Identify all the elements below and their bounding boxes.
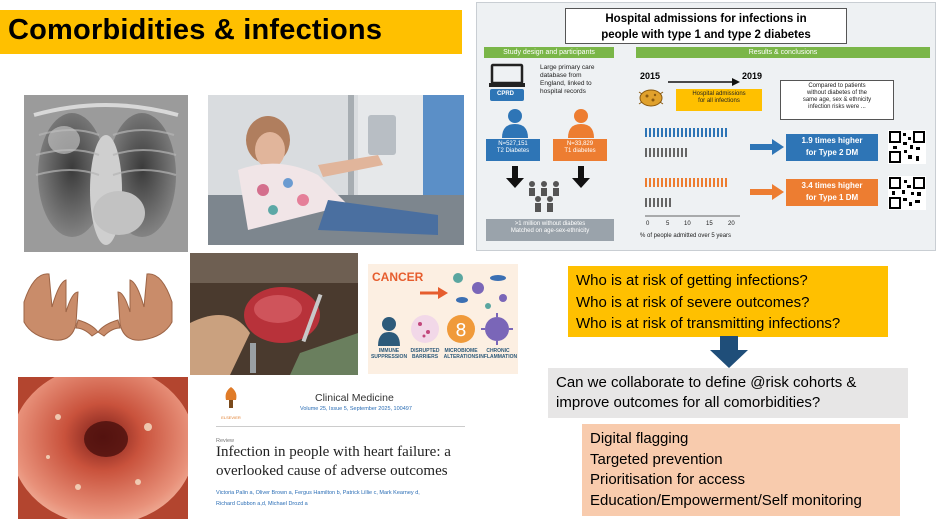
infographic-title xyxy=(565,8,847,44)
infographic-title-line2: people with type 1 and type 2 diabetes xyxy=(601,29,811,41)
action-item: Digital flagging xyxy=(590,430,689,447)
admissions-box xyxy=(676,89,762,111)
action-item: Targeted prevention xyxy=(590,450,723,468)
action-item: Prioritisation for access xyxy=(590,471,746,488)
year-end: 2019 xyxy=(742,71,763,81)
t2-result-box xyxy=(786,134,878,161)
axis-tick: 15 xyxy=(706,221,713,227)
qr-code-icon[interactable] xyxy=(888,130,926,169)
study-design-header: Study design and participants xyxy=(484,47,614,58)
collaborate-line: improve outcomes for all comorbidities? xyxy=(556,394,821,411)
right-arrow-icon xyxy=(420,286,448,305)
actions-box xyxy=(582,424,900,516)
database-description xyxy=(540,64,595,96)
journal-volume: Volume 25, Issue 5, September 2025, 100497 xyxy=(300,406,412,412)
action-item: Education/Empowerment/Self monitoring xyxy=(590,491,862,509)
control-group-box xyxy=(486,219,614,241)
control-text-2: Matched on age-sex-ethnicity xyxy=(510,228,590,234)
paper-title-line2: overlooked cause of adverse outcomes xyxy=(216,463,448,479)
collaboration-box xyxy=(548,368,908,418)
t1-label: T1 diabetes xyxy=(564,148,596,154)
pictogram-graphic xyxy=(645,128,745,228)
t1-result-2: for Type 1 DM xyxy=(805,193,859,202)
compared-text-4: infection risks were ... xyxy=(808,104,866,110)
arthritic-hands-photo xyxy=(14,262,182,362)
chest-xray-image xyxy=(24,95,188,252)
compared-text-3: same age, sex & ethnicity xyxy=(802,97,872,103)
t2-label: T2 Diabetes xyxy=(496,148,530,154)
orange-arrow-icon xyxy=(750,184,784,205)
t1-person-icon xyxy=(566,108,596,138)
cancer-factor-icons xyxy=(372,312,516,351)
admissions-text-1: Hospital admissions xyxy=(692,91,746,97)
year-start: 2015 xyxy=(640,71,661,81)
slide-title: Comorbidities & infections xyxy=(8,14,383,46)
svg-text:8: 8 xyxy=(455,320,467,341)
publisher-name: ELSEVIER xyxy=(221,415,241,420)
compared-box xyxy=(780,80,894,120)
infographic-title-line1: Hospital admissions for infections in xyxy=(605,13,807,25)
compared-text-1: Compared to patients xyxy=(808,83,866,89)
patient-infusion-photo xyxy=(208,95,464,245)
database-text-3: England, linked to xyxy=(540,80,592,87)
cancer-label-1: IMMUNE SUPPRESSION xyxy=(370,348,408,360)
surgery-photo xyxy=(190,253,358,375)
t1-result-1: 3.4 times higher xyxy=(801,181,863,190)
endoscopy-photo xyxy=(18,377,188,519)
axis-tick: 20 xyxy=(728,221,735,227)
journal-name: Clinical Medicine xyxy=(315,392,394,404)
paper-authors xyxy=(216,488,461,510)
elsevier-logo-icon xyxy=(218,384,244,420)
cprd-label: CPRD xyxy=(497,91,515,97)
t2-person-icon xyxy=(500,108,530,138)
t2-result-2: for Type 2 DM xyxy=(805,148,859,157)
results-header: Results & conclusions xyxy=(636,47,930,58)
t1-count-box xyxy=(553,139,607,161)
paper-title xyxy=(216,443,451,481)
cancer-label-2: DISRUPTED BARRIERS xyxy=(410,348,440,360)
t2-count: N=527,151 xyxy=(498,141,528,147)
down-arrow-icon xyxy=(506,166,524,193)
qr-code-icon[interactable] xyxy=(888,176,926,215)
database-text-2: database from xyxy=(540,72,582,79)
database-text-1: Large primary care xyxy=(540,64,595,71)
cancer-label-3: MICROBIOME ALTERATIONS xyxy=(443,348,479,360)
t2-count-box xyxy=(486,139,540,161)
collaborate-line: Can we collaborate to define @risk cohorts & xyxy=(556,374,857,391)
axis-tick: 0 xyxy=(646,221,650,227)
authors-line1: Victoria Palin a, Oliver Brown a, Fergus Hamilton b, Patrick Lillie c, Mark Kearney d, xyxy=(216,490,420,496)
blue-arrow-icon xyxy=(750,139,784,160)
cancer-title: CANCER xyxy=(372,270,424,284)
database-text-4: hospital records xyxy=(540,88,586,95)
cancer-label-4: CHRONIC INFLAMMATION xyxy=(478,348,518,360)
crowd-icon xyxy=(524,178,564,214)
t2-result-1: 1.9 times higher xyxy=(801,136,863,145)
divider xyxy=(216,426,465,427)
question-item: Who is at risk of severe outcomes? xyxy=(576,293,810,311)
compared-text-2: without diabetes of the xyxy=(806,90,868,96)
control-text-1: >1 million without diabetes xyxy=(514,221,586,227)
admissions-text-2: for all infections xyxy=(698,98,740,104)
t1-result-box xyxy=(786,179,878,206)
article-type: Review xyxy=(216,438,235,444)
t1-count: N=33,829 xyxy=(566,141,594,147)
authors-line2: Richard Cubbon a,d, Michael Drozd a xyxy=(216,501,308,507)
microbes-icon xyxy=(448,268,514,317)
bacteria-icon xyxy=(636,86,666,115)
question-item: Who is at risk of getting infections? xyxy=(576,272,808,289)
axis-label: % of people admitted over 5 years xyxy=(640,233,732,239)
paper-title-line1: Infection in people with heart failure: a xyxy=(216,444,451,460)
risk-questions-box xyxy=(568,266,888,337)
axis-tick: 10 xyxy=(684,221,691,227)
down-arrow-icon xyxy=(572,166,590,193)
question-item: Who is at risk of transmitting infections? xyxy=(576,315,841,332)
axis-tick: 5 xyxy=(666,221,670,227)
